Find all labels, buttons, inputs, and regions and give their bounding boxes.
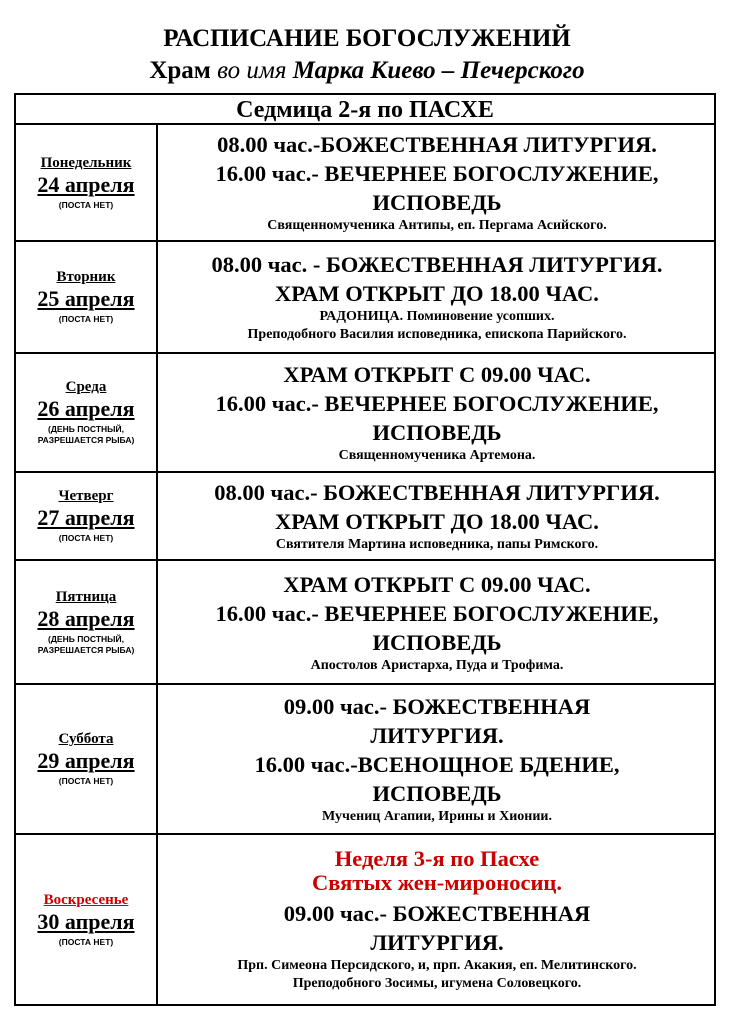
day-name: Четверг: [58, 488, 114, 504]
service-line: ИСПОВЕДЬ: [372, 190, 502, 215]
day-cell: [16, 473, 158, 559]
schedule-row-tuesday: [16, 242, 714, 354]
day-date: 28 апреля: [37, 605, 135, 631]
commemoration-note: Апостолов Аристарха, Пуда и Трофима.: [310, 657, 564, 673]
week-title: Седмица 2-я по ПАСХЕ: [16, 95, 714, 125]
fast-note: (ДЕНЬ ПОСТНЫЙ,: [48, 424, 124, 434]
services-cell: [160, 473, 714, 559]
day-name: Воскресенье: [43, 891, 129, 908]
service-line: 08.00 час.- БОЖЕСТВЕННАЯ ЛИТУРГИЯ.: [214, 480, 660, 505]
day-date: 26 апреля: [37, 396, 135, 421]
fast-note: РАЗРЕШАЕТСЯ РЫБА): [37, 644, 135, 655]
day-date: 29 апреля: [37, 748, 135, 773]
service-line: ИСПОВЕДЬ: [372, 629, 502, 655]
service-line: 08.00 час. - БОЖЕСТВЕННАЯ ЛИТУРГИЯ.: [211, 252, 663, 277]
service-line: ХРАМ ОТКРЫТ ДО 18.00 ЧАС.: [275, 509, 599, 534]
day-name: Понедельник: [40, 154, 132, 171]
fast-note: (ПОСТА НЕТ): [58, 936, 114, 947]
day-date: 25 апреля: [37, 286, 135, 311]
commemoration-note: Священномученика Артемона.: [338, 448, 536, 463]
day-name: Среда: [65, 379, 107, 395]
services-cell: [160, 835, 714, 1004]
service-line: 08.00 час.-БОЖЕСТВЕННАЯ ЛИТУРГИЯ.: [217, 132, 657, 157]
schedule-row-wednesday: [16, 354, 714, 473]
commemoration-note: Преподобного Василия исповедника, епископа Парийского.: [247, 327, 627, 342]
fast-note: РАЗРЕШАЕТСЯ РЫБА): [37, 435, 135, 445]
fast-note: (ДЕНЬ ПОСТНЫЙ,: [48, 633, 124, 644]
service-line: 16.00 час.-ВСЕНОЩНОЕ БДЕНИЕ,: [254, 752, 620, 777]
schedule-table: [14, 93, 716, 1006]
service-line: ХРАМ ОТКРЫТ ДО 18.00 ЧАС.: [275, 281, 599, 306]
service-line: ИСПОВЕДЬ: [372, 420, 502, 445]
service-line: 16.00 час.- ВЕЧЕРНЕЕ БОГОСЛУЖЕНИЕ,: [215, 391, 659, 416]
commemoration-note: Преподобного Зосимы, игумена Соловецкого.: [292, 975, 582, 991]
schedule-row-friday: [16, 561, 714, 685]
commemoration-note: Мучениц Агапии, Ирины и Хионии.: [321, 809, 552, 824]
service-line: 16.00 час.- ВЕЧЕРНЕЕ БОГОСЛУЖЕНИЕ,: [215, 600, 659, 626]
subtitle-word-church: Храм: [149, 57, 211, 84]
service-line: ИСПОВЕДЬ: [372, 781, 502, 806]
service-line: ХРАМ ОТКРЫТ С 09.00 ЧАС.: [283, 571, 591, 597]
schedule-row-sunday: [16, 835, 714, 1004]
schedule-row-thursday: [16, 473, 714, 561]
commemoration-note: РАДОНИЦА. Поминовение усопших.: [319, 309, 555, 324]
services-cell: [160, 354, 714, 471]
fast-note: (ПОСТА НЕТ): [58, 776, 114, 786]
subtitle-dedication: во имя: [217, 57, 287, 84]
services-cell: [160, 561, 714, 683]
services-cell: [160, 125, 714, 240]
day-name: Вторник: [56, 269, 116, 285]
schedule-row-monday: [16, 125, 714, 242]
subtitle-saint-name: Марка Киево – Печерского: [292, 57, 585, 84]
service-line: 16.00 час.- ВЕЧЕРНЕЕ БОГОСЛУЖЕНИЕ,: [215, 161, 659, 186]
day-date: 30 апреля: [37, 908, 135, 934]
day-cell: [16, 354, 158, 471]
day-cell: [16, 125, 158, 240]
fast-note: (ПОСТА НЕТ): [58, 533, 114, 543]
church-subtitle: [0, 56, 734, 86]
service-line: 09.00 час.- БОЖЕСТВЕННАЯ: [283, 694, 591, 719]
day-date: 24 апреля: [37, 171, 135, 197]
commemoration-note: Святителя Мартина исповедника, папы Римского.: [275, 537, 599, 552]
service-line: ХРАМ ОТКРЫТ С 09.00 ЧАС.: [283, 362, 591, 387]
day-cell: [16, 242, 158, 352]
day-name: Пятница: [55, 588, 117, 605]
service-line: ЛИТУРГИЯ.: [370, 929, 504, 955]
service-line: 09.00 час.- БОЖЕСТВЕННАЯ: [283, 900, 591, 926]
schedule-row-saturday: [16, 685, 714, 835]
fast-note: (ПОСТА НЕТ): [58, 199, 114, 210]
day-name: Суббота: [58, 731, 114, 747]
commemoration-note: Священномученика Антипы, еп. Пергама Асийского.: [267, 218, 607, 233]
commemoration-note: Прп. Симеона Персидского, и, прп. Акакия, еп. Мелитинского.: [237, 957, 637, 973]
services-cell: [160, 242, 714, 352]
feast-title: Неделя 3-я по Пасхе: [334, 845, 540, 871]
feast-title: Святых жен-мироносиц.: [311, 869, 563, 895]
day-cell: [16, 835, 158, 1004]
fast-note: (ПОСТА НЕТ): [58, 314, 114, 324]
page-title: РАСПИСАНИЕ БОГОСЛУЖЕНИЙ: [163, 25, 571, 52]
day-cell: [16, 685, 158, 833]
day-cell: [16, 561, 158, 683]
service-line: ЛИТУРГИЯ.: [370, 723, 504, 748]
day-date: 27 апреля: [37, 505, 135, 530]
services-cell: [160, 685, 714, 833]
